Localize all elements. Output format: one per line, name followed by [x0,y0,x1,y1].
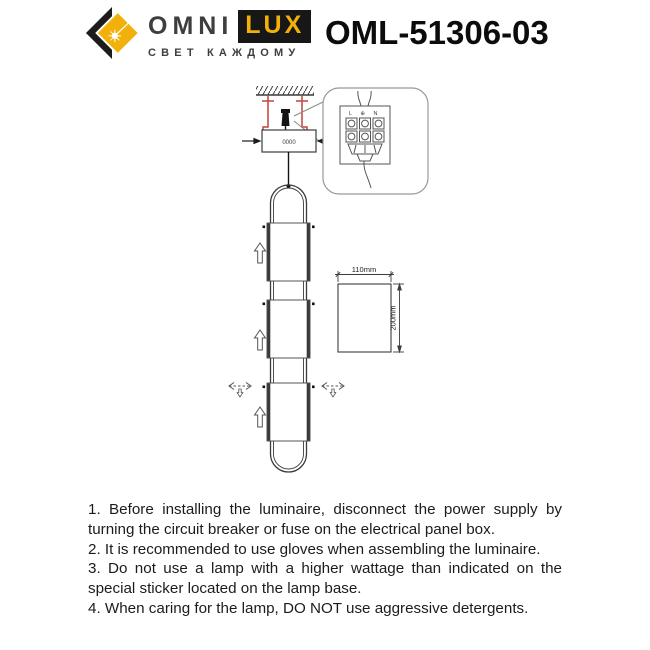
instruction-item: 1. Before installing the luminaire, disconnect the power supply by turning the circuit breaker or fuse on the electrical panel box. [88,501,562,538]
up-arrow-icon [255,243,266,263]
dimension-width-label: 110mm [351,265,377,274]
shade-3 [267,383,310,441]
slide-arrow-icon [322,383,344,398]
model-number: OML-51306-03 [325,14,549,51]
dimension-height-label: 200mm [388,305,398,331]
brand-tagline: СВЕТ КАЖДОМУ [148,47,301,59]
canopy [262,130,316,152]
terminal-labels: L ⊕ N [349,111,381,117]
shade-1 [267,223,310,281]
instruction-item: 4. When caring for the lamp, DO NOT use aggressive detergents. [88,599,529,617]
instructions-text [88,500,562,619]
sun-core [112,33,118,39]
up-arrow-icons [255,243,266,427]
shade-2 [267,300,310,358]
slide-arrow-icon [229,383,251,398]
instruction-item: 3. Do not use a lamp with a higher wattage than indicated on the special sticker located on the lamp base. [88,560,562,597]
callout-bubble [323,88,428,194]
installation-diagram [220,82,430,482]
dimension-drawing [335,265,404,352]
brand-name-primary: OMNI [148,12,234,40]
pendant-cord [287,152,291,188]
brand-logo [83,6,311,60]
up-arrow-icon [255,330,266,350]
suspension-knob [281,109,290,130]
instruction-item: 2. It is recommended to use gloves when assembling the luminaire. [88,540,541,558]
canopy-label: 0000 [282,140,296,146]
up-arrow-icon [255,407,266,427]
ceiling-hatch [256,86,314,95]
sunburst-diamond-icon [83,6,141,60]
shade-outline [338,284,391,352]
brand-name-secondary: LUX [238,10,311,43]
